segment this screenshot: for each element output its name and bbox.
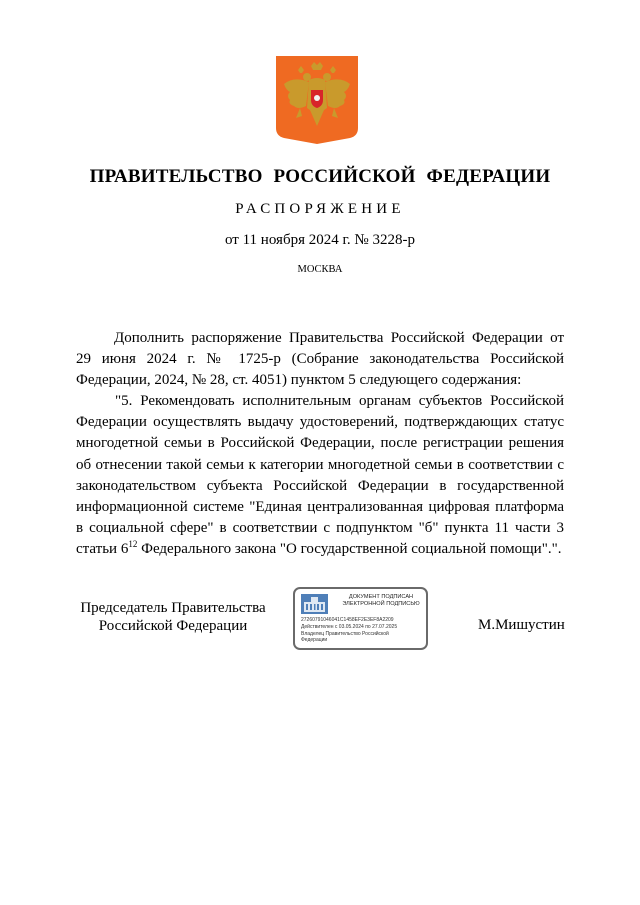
government-building-icon	[301, 594, 328, 614]
signer-position-line-1: Председатель Правительства	[80, 600, 266, 616]
document-place: МОСКВА	[297, 264, 343, 275]
body-paragraph-2-text: "5. Рекомендовать исполнительным органам субъектов Российской Федерации осуществлять выдачу удостоверений, подтверждающих статус многодетной семьи в Российской Федерации, после регистрации решения об отнесении такой семьи к категории многодетной семьи в соответствии с законодательством субъекта Российской Федерации в государственной информационной системе "Единая централизованная цифровая платформа в социальной сфере" в соответствии с подпунктом "б" пункта 11 части 3 статьи 6	[76, 393, 564, 557]
document-date-number: от 11 ноября 2024 г. № 3228-р	[225, 232, 415, 248]
stamp-header	[335, 594, 427, 608]
signer-position-line-2: Российской Федерации	[98, 618, 248, 634]
coat-of-arms-icon	[276, 56, 358, 144]
stamp-owner-line-1: Владелец Правительство Российской	[301, 631, 389, 637]
body-paragraph-2	[76, 391, 564, 560]
document-type: РАСПОРЯЖЕНИЕ	[235, 201, 405, 217]
stamp-validity: Действителен с 03.05.2024 по 27.07.2025	[301, 624, 398, 630]
signer-name: М.Мишустин	[478, 617, 565, 633]
body-paragraph-2-ending: Федерального закона "О государственной социальной помощи".".	[137, 540, 562, 557]
electronic-signature-stamp	[293, 587, 428, 650]
stamp-owner-line-2: Федерации	[301, 637, 328, 643]
stamp-header-line-1: ДОКУМЕНТ ПОДПИСАН	[348, 594, 414, 600]
article-superscript: 12	[128, 538, 138, 549]
stamp-header-line-2: ЭЛЕКТРОННОЙ ПОДПИСЬЮ	[342, 601, 420, 607]
body-paragraph-1: Дополнить распоряжение Правительства Российской Федерации от 29 июня 2024 г. № 1725-р (Собрание законодательства Российской Федерации, 2024, № 28, ст. 4051) пунктом 5 следующего содержания:	[76, 330, 564, 389]
stamp-certificate-serial: 27260791046041C1458EF2E3EF8A2209	[301, 617, 394, 623]
document-body	[76, 328, 564, 560]
government-title: ПРАВИТЕЛЬСТВО РОССИЙСКОЙ ФЕДЕРАЦИИ	[89, 166, 551, 187]
signer-position	[78, 599, 268, 635]
